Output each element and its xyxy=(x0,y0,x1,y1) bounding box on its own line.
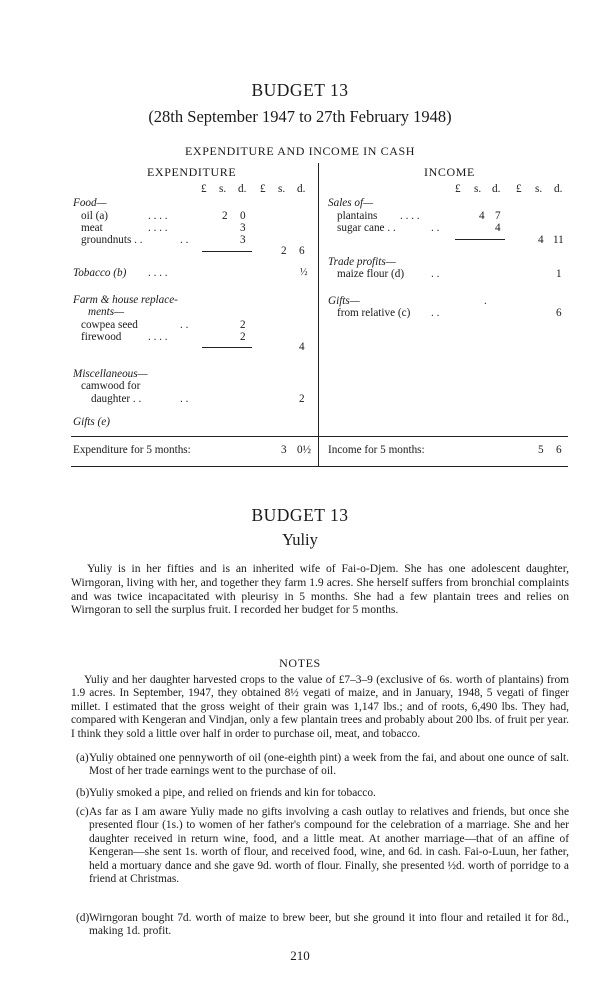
income-total-shillings: 5 xyxy=(538,444,544,456)
pence-header: d. xyxy=(492,183,501,195)
section-heading: EXPENDITURE AND INCOME IN CASH xyxy=(185,144,415,158)
tobacco-label: Tobacco (b) xyxy=(73,267,127,279)
plantains-pence: 7 xyxy=(495,210,501,222)
income-gifts-label: Gifts— xyxy=(328,295,360,307)
gift-pence: 6 xyxy=(556,307,562,319)
notes-intro: Yuliy and her daughter harvested crops to the value of £7–3–9 (exclusive of 6s. worth of plantains) from 1.9 acres. In September, 1947, they obtained 8½ vegati of maize, and in January, 1948, 5 vegati of finger millet. I estimated that the gross weight of their grain was 1,147 lbs.; and of roots, 6,490 lbs. They had, compared with Kengeran and Vindjan, only a few plantain trees and probably about 200 lbs. of fruit per year. I think they sold a little over half in order to purchase oil, meat, and tobacco. xyxy=(71,674,569,740)
food-item-label: groundnuts . . xyxy=(81,234,143,246)
notes-heading: NOTES xyxy=(279,656,321,670)
leader-dots: . . xyxy=(431,268,440,280)
note-a xyxy=(76,752,569,779)
leader-dots: . . . . xyxy=(148,222,168,234)
note-text: As far as I am aware Yuliy made no gifts involving a cash outlay to relatives and friends, but once she presented flour (1s.) to women of her father's compound for the celebration of a marriage. She and her daughter received in return wine, food, and a little meat. At another marriage—that of an affine of Kengeran—she sent 1s. worth of flour, and received food, wine, and 6d. in cash. Fai-o-Luun, her father, held a mortuary dance and she gave 9d. worth of flour. Finally, she presented ½d. worth of porridge to a friend at Christmas. xyxy=(89,806,569,886)
trade-item-label: maize flour (d) xyxy=(337,268,405,280)
expenditure-total-label: Expenditure for 5 months: xyxy=(73,444,191,456)
pence-total-header: d. xyxy=(297,183,306,195)
food-groundnuts-pence: 3 xyxy=(240,234,246,246)
shilling-total-header: s. xyxy=(278,183,286,195)
note-label: (b) xyxy=(76,787,90,799)
food-oil-pence: 0 xyxy=(240,210,246,222)
pound-total-header: £ xyxy=(260,183,266,195)
page-number: 210 xyxy=(290,948,310,963)
leader-dots: . . xyxy=(180,393,189,405)
sales-item-label: plantains xyxy=(337,210,378,222)
cowpea-pence: 2 xyxy=(240,319,246,331)
expenditure-total-shillings: 3 xyxy=(281,444,287,456)
tobacco-pence: ½ xyxy=(300,267,308,278)
misc-item-label: camwood for xyxy=(81,380,141,392)
note-c xyxy=(76,806,569,886)
pence-header: d. xyxy=(238,183,247,195)
income-heading: INCOME xyxy=(424,165,475,179)
note-b xyxy=(76,787,569,800)
pound-header: £ xyxy=(201,183,207,195)
firewood-pence: 2 xyxy=(240,331,246,343)
subtotal-rule xyxy=(455,239,505,240)
pence-total-header: d. xyxy=(554,183,563,195)
farm-house-label: Farm & house replace- xyxy=(73,294,178,306)
leader-dots: . . xyxy=(431,307,440,319)
food-total-pence: 6 xyxy=(299,245,305,257)
shilling-total-header: s. xyxy=(535,183,543,195)
sales-total-shillings: 4 xyxy=(538,234,544,246)
shilling-header: s. xyxy=(474,183,482,195)
leader-dots: . . . . xyxy=(400,210,420,222)
stray-mark: . xyxy=(484,295,487,307)
food-oil-shillings: 2 xyxy=(222,210,228,222)
farm-item-label: firewood xyxy=(81,331,122,343)
subtotal-rule xyxy=(202,347,252,348)
page-title: BUDGET 13 xyxy=(251,80,349,100)
leader-dots: . . xyxy=(180,234,189,246)
maize-flour-pence: 1 xyxy=(556,268,562,280)
note-label: (a) xyxy=(76,752,89,764)
subtotal-rule xyxy=(202,251,252,252)
leader-dots: . . . . xyxy=(148,210,168,222)
farm-house-label-cont: ments— xyxy=(88,306,125,318)
food-total-shillings: 2 xyxy=(281,245,287,257)
shilling-header: s. xyxy=(219,183,227,195)
column-divider xyxy=(318,163,319,466)
note-text: Wirngoran bought 7d. worth of maize to brew beer, but she ground it into flour and retailed it for 8d., making 1d. profit. xyxy=(89,912,569,938)
note-d xyxy=(76,912,569,939)
sugar-cane-pence: 4 xyxy=(495,222,501,234)
leader-dots: . . . . xyxy=(148,331,168,343)
plantains-shillings: 4 xyxy=(479,210,485,222)
budget-period: (28th September 1947 to 27th February 1948) xyxy=(148,107,452,126)
pound-total-header: £ xyxy=(516,183,522,195)
note-label: (d) xyxy=(76,912,90,924)
gift-item-label: from relative (c) xyxy=(337,307,411,319)
food-meat-pence: 3 xyxy=(240,222,246,234)
profile-title: BUDGET 13 xyxy=(251,505,349,525)
trade-profits-label: Trade profits— xyxy=(328,256,396,268)
food-label: Food— xyxy=(73,197,107,209)
expenditure-total-pence: 0½ xyxy=(297,444,311,456)
food-item-label: oil (a) xyxy=(81,210,109,222)
farm-item-label: cowpea seed xyxy=(81,319,138,331)
income-total-label: Income for 5 months: xyxy=(328,444,425,456)
misc-pence: 2 xyxy=(299,393,305,405)
misc-item-label-cont: daughter . . xyxy=(91,393,142,405)
profile-name: Yuliy xyxy=(282,530,318,549)
leader-dots: . . xyxy=(431,222,440,234)
totals-rule-bottom xyxy=(71,466,568,467)
misc-label: Miscellaneous— xyxy=(73,368,148,380)
gifts-label: Gifts (e) xyxy=(73,416,110,428)
farm-total-pence: 4 xyxy=(299,341,305,353)
note-text: Yuliy obtained one pennyworth of oil (one-eighth pint) a week from the fai, and about one ounce of salt. Most of her trade earnings went to the purchase of oil. xyxy=(89,752,569,778)
note-label: (c) xyxy=(76,806,89,818)
leader-dots: . . xyxy=(180,319,189,331)
sales-item-label: sugar cane . . xyxy=(337,222,396,234)
income-total-pence: 6 xyxy=(556,444,562,456)
profile-paragraph: Yuliy is in her fifties and is an inherited wife of Fai-o-Djem. She has one adolescent daughter, Wirngoran, living with her, and together they farm 1.9 acres. She herself suffers from bronchial complaints and was twice incapacitated with pleurisy in 5 months. She had a few plantain trees and relies on Wirngoran to sell the surplus fruit. I recorded her budget for 5 months. xyxy=(71,562,569,617)
food-item-label: meat xyxy=(81,222,103,234)
totals-rule-top xyxy=(71,436,568,437)
leader-dots: . . . . xyxy=(148,267,168,279)
sales-label: Sales of— xyxy=(328,197,374,209)
note-text: Yuliy smoked a pipe, and relied on friends and kin for tobacco. xyxy=(89,787,376,799)
expenditure-heading: EXPENDITURE xyxy=(147,165,237,179)
pound-header: £ xyxy=(455,183,461,195)
sales-total-pence: 11 xyxy=(553,234,564,246)
